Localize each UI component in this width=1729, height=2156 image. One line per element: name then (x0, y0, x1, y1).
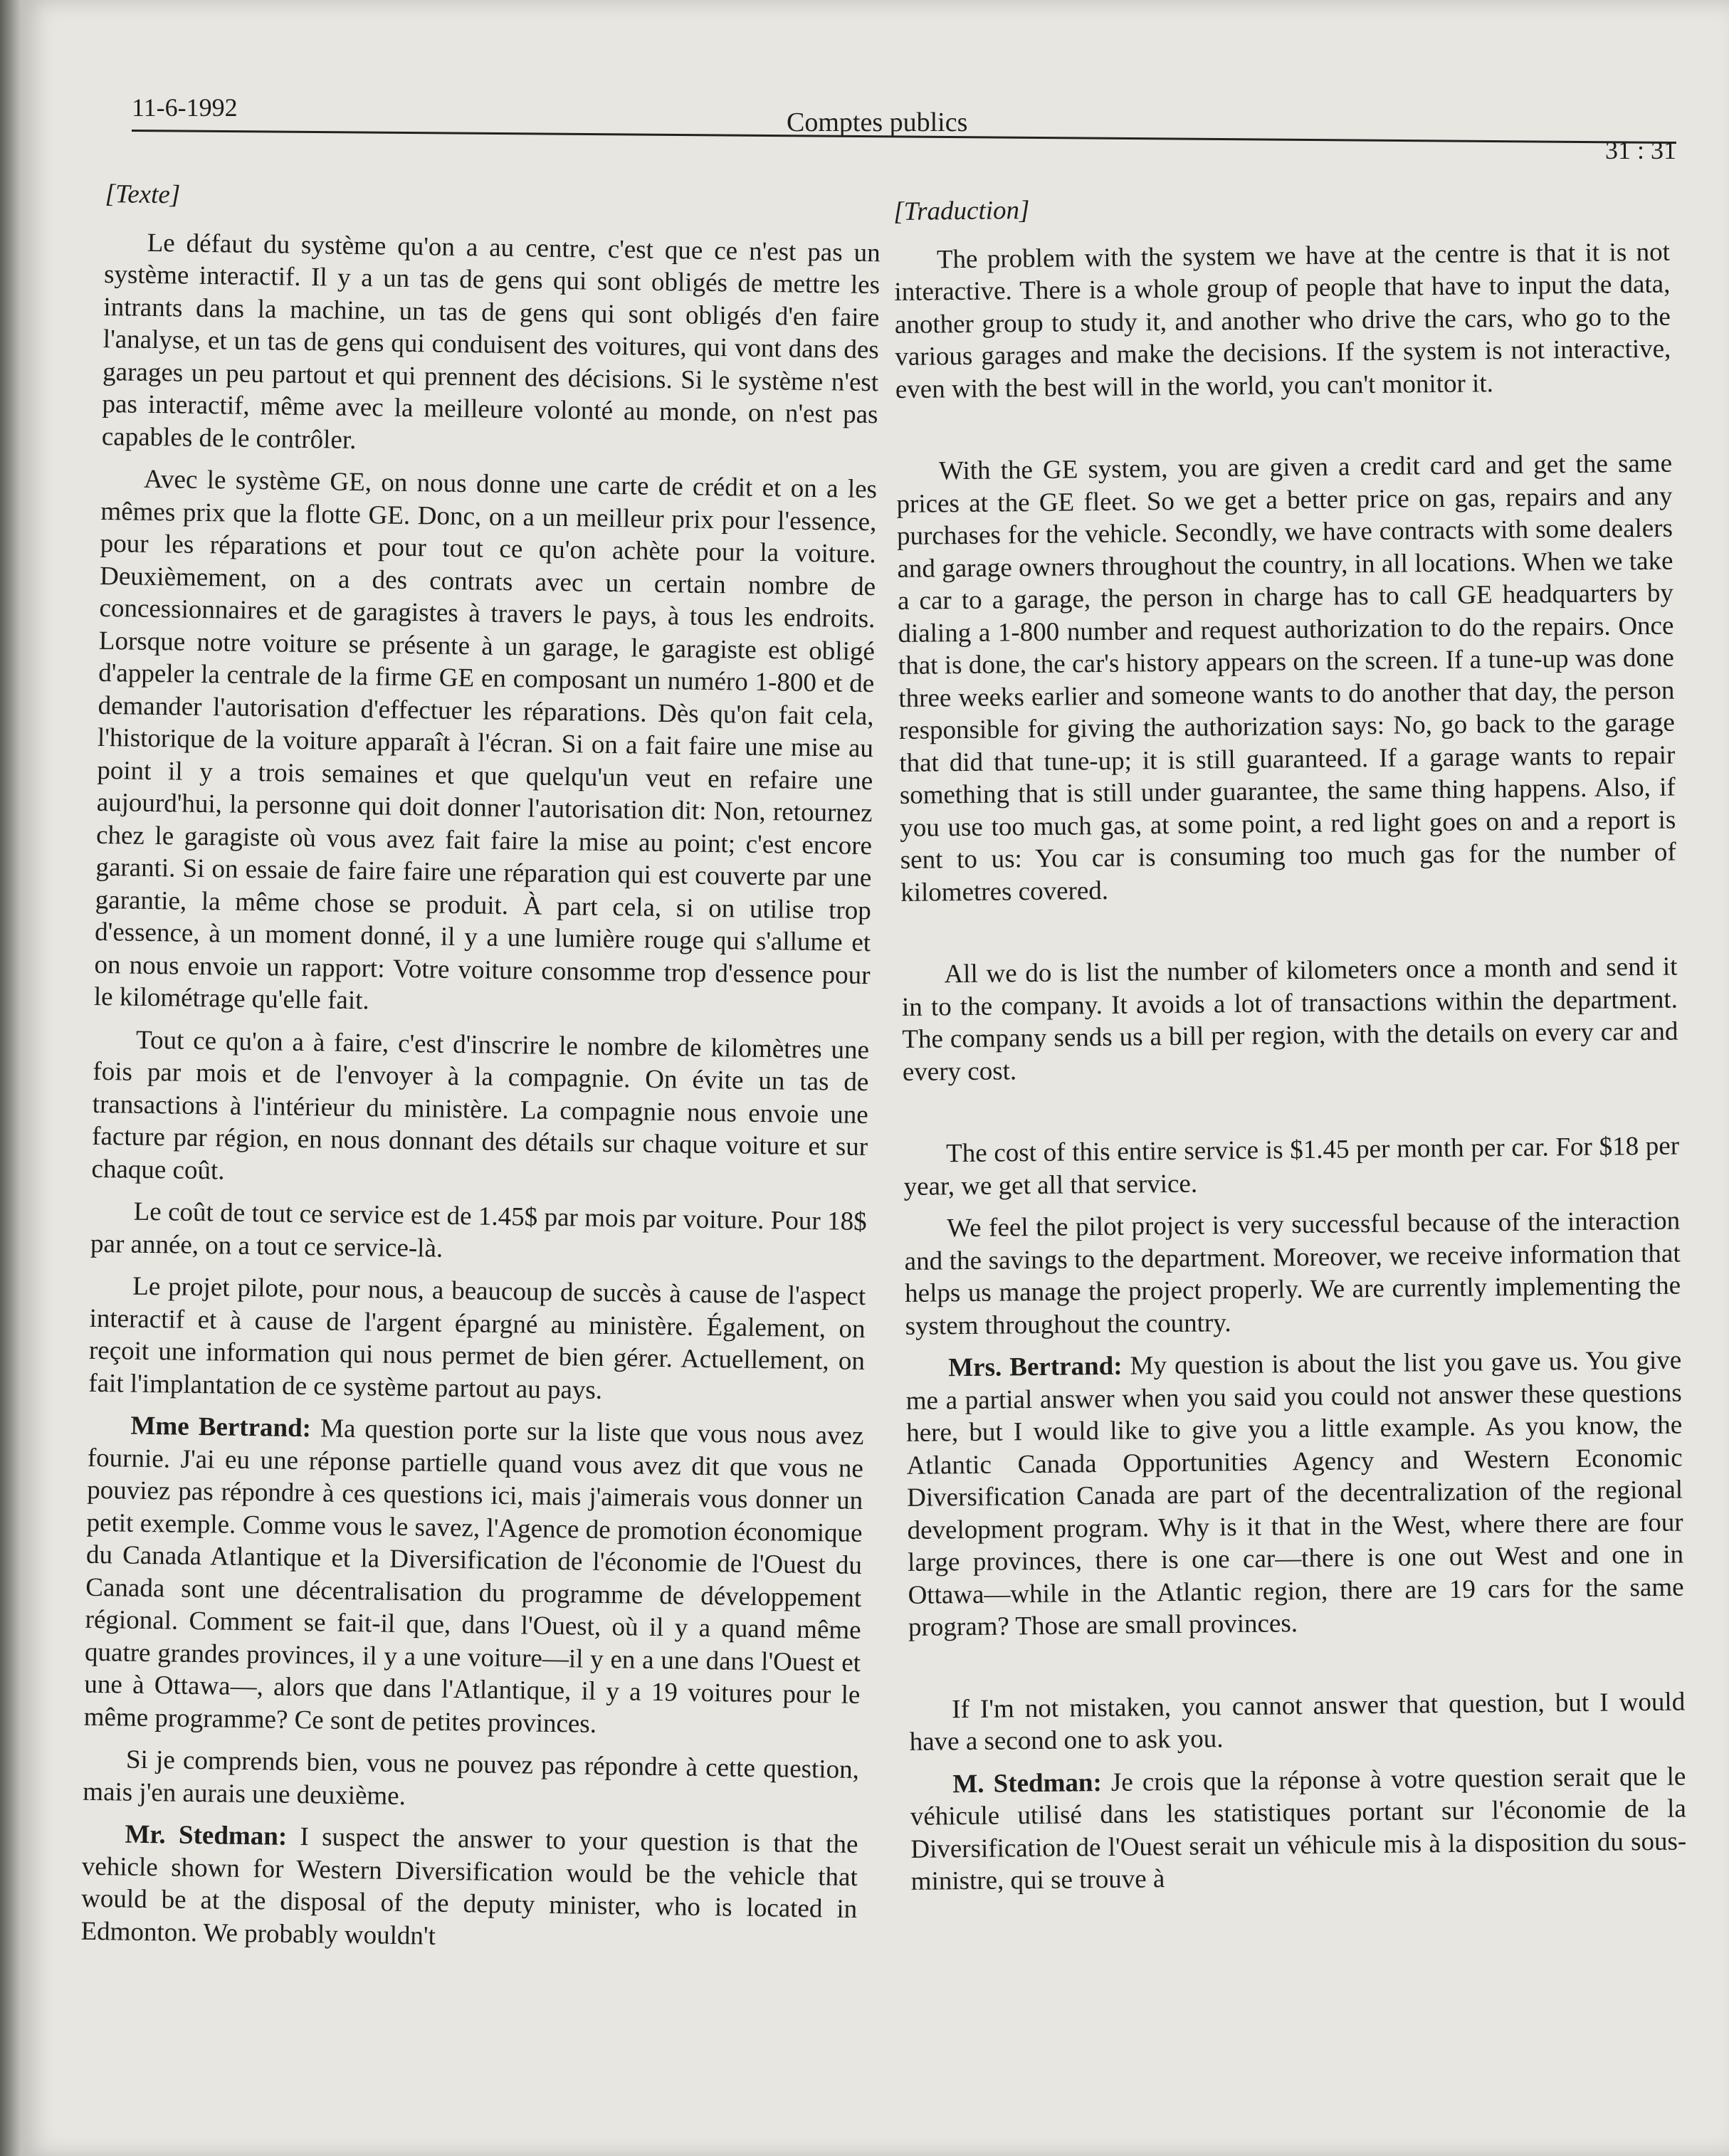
paragraph (894, 236, 1671, 406)
left-column-marker: [Texte] (105, 179, 181, 210)
paragraph-text: The cost of this entire service is $1.45 per month per car. For $18 per year, we get all that service. (903, 1131, 1680, 1201)
page-header (132, 85, 1676, 164)
speaker-name: Mme Bertrand: (130, 1411, 312, 1444)
speaker-name: Mrs. Bertrand: (948, 1351, 1123, 1383)
speaker-name: Mr. Stedman: (125, 1819, 288, 1851)
paragraph (102, 226, 881, 463)
paragraph (88, 1270, 866, 1410)
paragraph (910, 1760, 1687, 1898)
paragraph (896, 448, 1677, 909)
paragraph-text: The problem with the system we have at the centre is that it is not interactive. There is a whole group of people that have to input the data, another group to study it, and another who drive the cars, who go to the various garages and make the decisions. If the system is not interactive, even with the best will in the world, you can't monitor it. (894, 237, 1671, 404)
paragraph-text: With the GE system, you are given a credit card and get the same prices at the GE fleet. So we get a better price on gas, repairs and any purchases for the vehicle. Secondly, we have contracts with some dealers and garage owners throughout the country, in all locations. When we take a car to a garage, the person in charge has to call GE headquarters by dialing a 1-800 number and request authorization to do the repairs. Once that is done, the car's history appears on the screen. If a tune-up was done three weeks earlier and someone wants to do another that day, the person responsible for giving the authorization says: No, go back to the garage that did that tune-up; it is still guaranteed. If a garage wants to repair something that is still under guarantee, the same thing happens. Also, if you use too much gas, at some point, a red light goes on and a report is sent to us: You car is consuming too much gas for the number of kilometres covered. (896, 448, 1676, 908)
paragraph-text: Je crois que la réponse à votre question serait que le véhicule utilisé dans les statistiques portant sur l'économie de la Diversification de l'Ouest serait un véhicule mis à la disposition du sous-ministre, qui se trouve à (910, 1761, 1687, 1896)
paragraph (80, 1818, 858, 1958)
paragraph (83, 1743, 859, 1819)
speaker-name: M. Stedman: (952, 1767, 1103, 1799)
right-column (893, 188, 1687, 1908)
paragraph (909, 1686, 1686, 1758)
paragraph-text: Tout ce qu'on a à faire, c'est d'inscrire le nombre de kilomètres une fois par mois et de l'envoyer à la compagnie. On évite un tas de transactions à l'intérieur du ministère. La compagnie nous envoie une facture par région, en nous donnant des détails sur chaque voiture et sur chaque coût. (91, 1025, 870, 1185)
paragraph (904, 1205, 1681, 1342)
paragraph-text: Le défaut du système qu'on a au centre, c'est que ce n'est pas un système interactif. Il y a un tas de gens qui sont obligés de mettre les intrants dans la machine, un tas de gens qui sont obligés d'en faire l'analyse, et un tas de gens qui conduisent des voitures, qui vont dans des garages un peu partout et qui prennent des décisions. Si le système n'est pas interactif, même avec la meilleure volonté au monde, on n'est pas capables de le contrôler. (101, 228, 881, 455)
left-column (80, 178, 881, 1968)
paragraph-text: My question is about the list you gave us. You give me a partial answer when you said you could not answer these questions here, but I would like to give you a little example. As you know, the Atlantic Canada Opportunities Agency and Western Economic Diversification Canada are part of the decentralization of the regional development program. Why is it that in the West, where there are four large provinces, there is one car—there is one out West and one in Ottawa—while in the Atlantic region, there are 19 cars for the same program? Those are small provinces. (905, 1345, 1684, 1642)
paragraph (90, 1195, 867, 1271)
paragraph (903, 1130, 1680, 1203)
paragraph-text: Le coût de tout ce service est de 1.45$ par mois par voiture. Pour 18$ par année, on a tout ce service-là. (90, 1197, 867, 1263)
paragraph-text: All we do is list the number of kilometers once a month and send it in to the company. It avoids a lot of transactions within the department. The company sends us a bill per region, with the details on every car and every cost. (901, 952, 1678, 1087)
paragraph-text: We feel the pilot project is very successful because of the interaction and the savings to the department. Moreover, we receive information that helps us manage the project properly. We are currently implementing the system throughout the country. (904, 1206, 1681, 1341)
paragraph-text: Avec le système GE, on nous donne une carte de crédit et on a les mêmes prix que la flotte GE. Donc, on a un meilleur prix pour l'essence, pour les réparations et pour tout ce qu'on achète pour la voiture. Deuxièmement, on a des contrats avec un certain nombre de concessionnaires et de garagistes à travers le pays, à tous les endroits. Lorsque notre voiture se présente à un garage, le garagiste est obligé d'appeler la centrale de la firme GE en composant un numéro 1-800 et de demander l'autorisation d'effectuer les réparations. Dès qu'on fait cela, l'historique de la voiture apparaît à l'écran. Si on a fait faire une mise au point il y a trois semaines et que quelqu'un veut en refaire une aujourd'hui, la personne qui doit donner l'autorisation dit: Non, retournez chez le garagiste où vous avez fait faire la mise au point; c'est encore garanti. Si on essaie de faire faire une réparation qui est couverte par une garantie, la même chose se produit. À part cela, si on utilise trop d'essence, à un moment donné, il y a une lumière rouge qui s'allume et on nous envoie un rapport: Votre voiture consomme trop d'essence pour le kilométrage qu'elle fait. (93, 464, 878, 1016)
paragraph (905, 1344, 1684, 1644)
paragraph (901, 951, 1678, 1088)
header-page-number: 31 : 31 (1604, 136, 1676, 164)
paragraph (91, 1023, 869, 1196)
paragraph (94, 463, 878, 1024)
paragraph (83, 1409, 863, 1744)
header-date: 11-6-1992 (132, 93, 238, 122)
right-column-marker: [Traduction] (893, 195, 1030, 226)
paragraph-text: If I'm not mistaken, you cannot answer that question, but I would have a second one to ask you. (909, 1686, 1686, 1757)
header-title: Comptes publics (787, 107, 968, 137)
paragraph-text: Si je comprends bien, vous ne pouvez pas répondre à cette question, mais j'en aurais une deuxième. (83, 1745, 860, 1811)
paragraph-text: Le projet pilote, pour nous, a beaucoup de succès à cause de l'aspect interactif et à cause de l'argent épargné au ministère. Également, on reçoit une information qui nous permet de bien gérer. Actuellement, on fait l'implantation de ce système partout au pays. (88, 1271, 866, 1405)
paragraph-text: Ma question porte sur la liste que vous nous avez fournie. J'ai eu une réponse partielle quand vous avez dit que vous ne pouviez pas répondre à ces questions ici, mais j'aimerais vous donner un petit exemple. Comme vous le savez, l'Agence de promotion économique du Canada Atlantique et la Diversification de l'économie de l'Ouest du Canada sont une décentralisation du programme de développement régional. Comment se fait-il que, dans l'Ouest, où il y a quand même quatre grandes provinces, il y a une voiture—il y en a une dans l'Ouest et une à Ottawa—, alors que dans l'Atlantique, il y a 19 voitures pour le même programme? Ce sont de petites provinces. (83, 1414, 864, 1739)
paragraph-text: I suspect the answer to your question is that the vehicle shown for Western Diversification would be the vehicle that would be at the disposal of the deputy minister, who is located in Edmonton. We probably wouldn't (80, 1822, 858, 1951)
